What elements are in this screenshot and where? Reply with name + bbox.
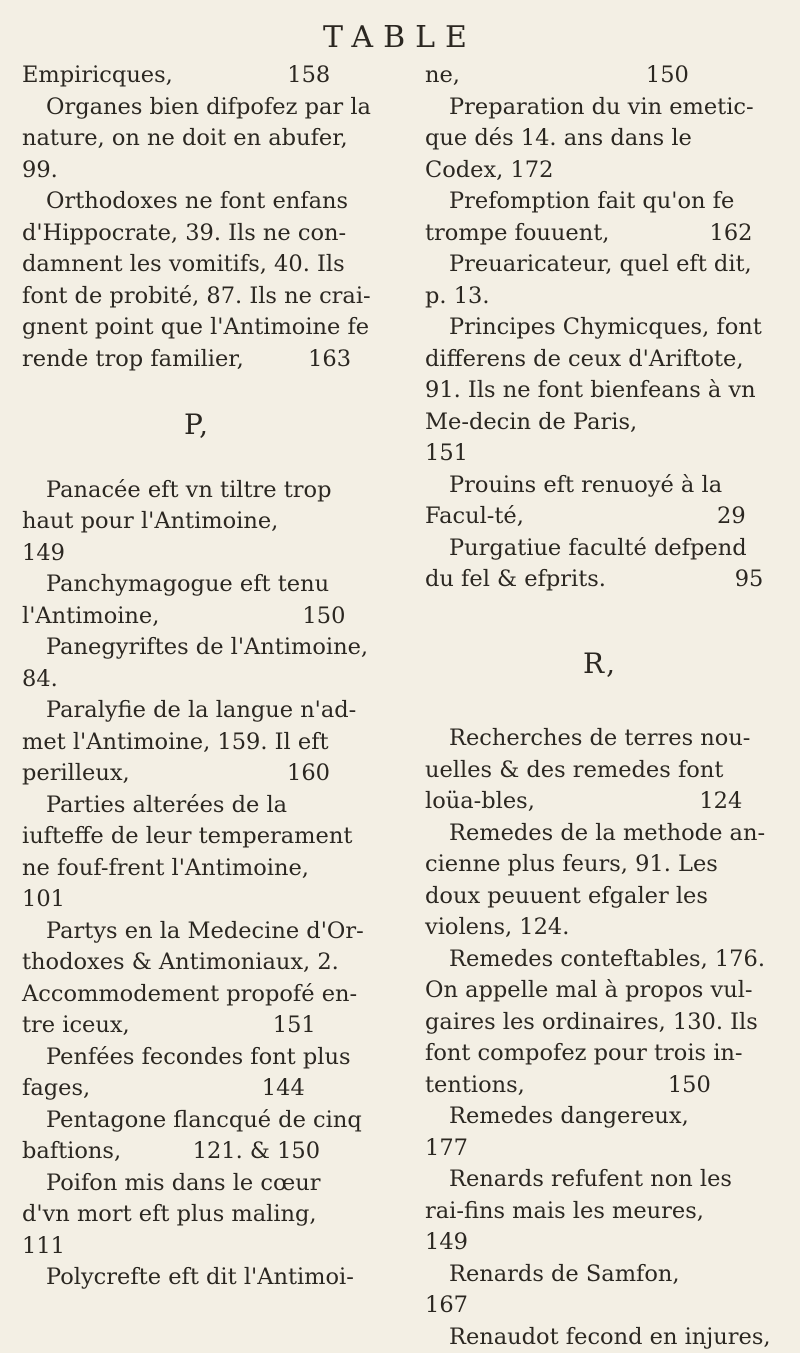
index-entry: Renaudot fecond en injures,: [425, 1322, 775, 1353]
left-column: [22, 60, 372, 1294]
right-entries-top: [425, 60, 775, 596]
index-entry: Remedes dangereux, 177: [425, 1101, 775, 1164]
index-entry: Panchymagogue eft tenu l'Antimoine, 150: [22, 569, 372, 632]
index-entry: Renards de Samfon, 167: [425, 1259, 775, 1322]
index-entry: Organes bien difpofez par la nature, on ne doit en abufer, 99.: [22, 92, 372, 187]
index-entry: Remedes de la methode an-cienne plus feurs, 91. Les doux peuuent efgaler les violens, 124.: [425, 818, 775, 944]
index-entry: Prouins eft renuoyé à la Facul-té, 29: [425, 470, 775, 533]
index-entry: Principes Chymicques, font differens de ceux d'Ariftote, 91. Ils ne font bienfeans à vn Me-decin de Paris, 151: [425, 312, 775, 470]
section-letter-r: R,: [425, 648, 775, 680]
index-entry: Preparation du vin emetic-que dés 14. ans dans le Codex, 172: [425, 92, 775, 187]
section-letter-p: P,: [22, 409, 372, 441]
index-entry: Paralyfie de la langue n'ad-met l'Antimoine, 159. Il eft perilleux, 160: [22, 695, 372, 790]
page-header: TABLE: [0, 20, 800, 55]
index-entry: Panacée eft vn tiltre trop haut pour l'Antimoine, 149: [22, 475, 372, 570]
index-entry: Pentagone flancqué de cinq baftions, 121. & 150: [22, 1105, 372, 1168]
index-entry: Orthodoxes ne font enfans d'Hippocrate, 39. Ils ne con-damnent les vomitifs, 40. Ils font de probité, 87. Ils ne crai-gnent point que l'Antimoine fe rende trop familier, 163: [22, 186, 372, 375]
left-entries-bottom: [22, 475, 372, 1294]
index-entry: Preuaricateur, quel eft dit, p. 13.: [425, 249, 775, 312]
index-entry: Panegyriftes de l'Antimoine, 84.: [22, 632, 372, 695]
index-entry: Penfées fecondes font plus fages, 144: [22, 1042, 372, 1105]
index-entry: Poifon mis dans le cœur d'vn mort eft plus maling, 111: [22, 1168, 372, 1263]
left-entries-top: [22, 60, 372, 375]
index-entry: Empiricques, 158: [22, 60, 372, 92]
index-entry: Purgatiue faculté defpend du fel & efprits. 95: [425, 533, 775, 596]
index-entry: Renards refufent non les rai-fins mais les meures, 149: [425, 1164, 775, 1259]
index-entry: Polycrefte eft dit l'Antimoi-: [22, 1262, 372, 1294]
right-column: [425, 60, 775, 1353]
right-entries-bottom: [425, 723, 775, 1353]
index-entry: Recherches de terres nou-uelles & des remedes font loüa-bles, 124: [425, 723, 775, 818]
index-entry: Remedes conteftables, 176. On appelle mal à propos vul-gaires les ordinaires, 130. Ils font compofez pour trois in-tentions, 150: [425, 944, 775, 1102]
index-entry: Partys en la Medecine d'Or-thodoxes & Antimoniaux, 2. Accommodement propofé en-tre iceux, 151: [22, 916, 372, 1042]
index-entry: ne, 150: [425, 60, 775, 92]
index-entry: Prefomption fait qu'on fe trompe fouuent, 162: [425, 186, 775, 249]
index-entry: Parties alterées de la iufteffe de leur temperament ne fouf-frent l'Antimoine, 101: [22, 790, 372, 916]
